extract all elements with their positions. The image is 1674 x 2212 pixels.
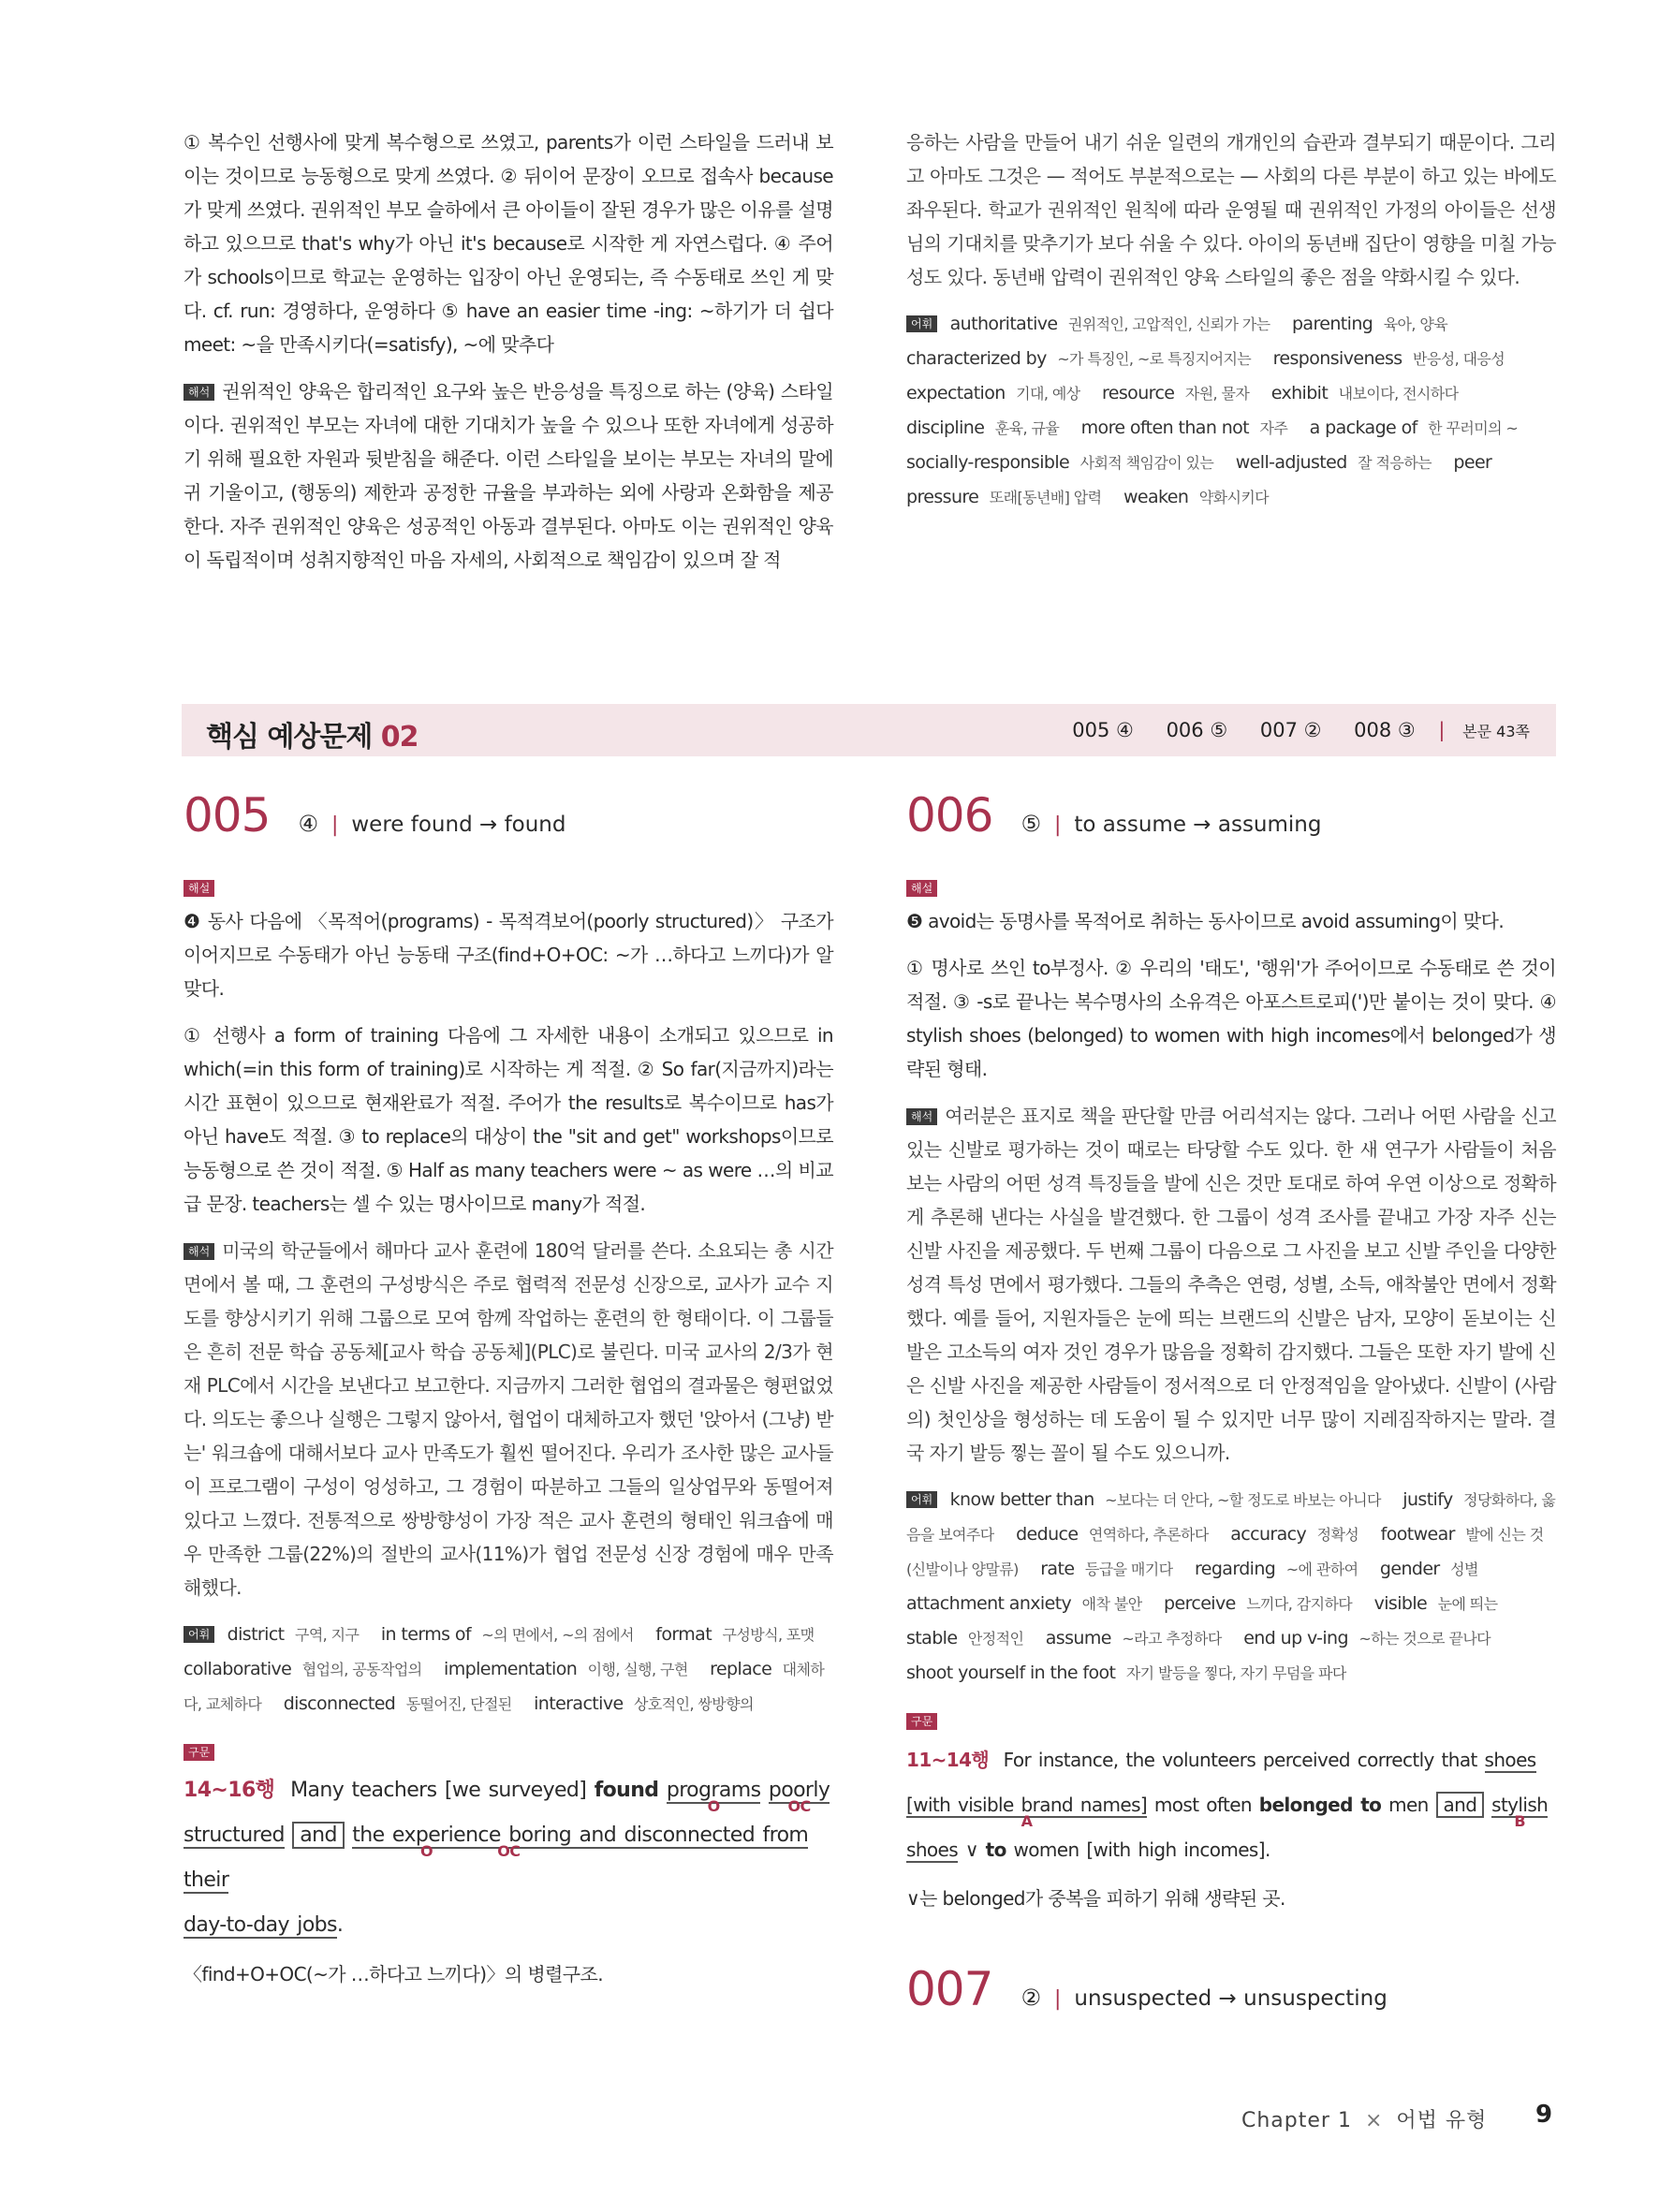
structure-note: 〈find+O+OC(~가 …하다고 느끼다)〉의 병렬구조. (184, 1963, 603, 1985)
vocab-meaning: 성별 (1450, 1560, 1478, 1578)
section-number: 02 (380, 721, 418, 754)
question-answer: ② (1021, 1985, 1041, 2011)
vocab-word: discipline (906, 417, 985, 438)
label-a: A (1021, 1812, 1033, 1830)
struct-experience: the experience (352, 1824, 501, 1847)
struct-poorly: poorly (768, 1779, 830, 1802)
explanation-main: ❹ 동사 다음에 〈목적어(programs) - 목적격보어(poorly structured)〉 구조가 이어지므로 수동태가 아닌 능동태 구조(find+O+OC: ~가 …하다고 느끼다)가 알맞다. (184, 910, 833, 1000)
struct-object (666, 1779, 761, 1815)
vocab-word: collaborative (184, 1659, 292, 1679)
explanation-main: ❺ avoid는 동명사를 목적어로 취하는 동사이므로 avoid assuming이 맞다. (906, 910, 1505, 932)
struct-programs: programs (666, 1779, 761, 1802)
explanation-options: ① 명사로 쓰인 to부정사. ② 우리의 '태도', '행위'가 주어이므로 수동태로 쓴 것이 적절. ③ -s로 끝나는 복수명사의 소유격은 아포스트로피(')만 붙이는 것이 맞다. ④ stylish shoes (belonged) to women with high incomes에서 belonged가 생략된 형태. (906, 957, 1556, 1080)
vocab-word: well-adjusted (1235, 452, 1347, 473)
vocab-word: justify (1402, 1489, 1453, 1510)
struct-badge: 구문 (184, 1744, 214, 1761)
translation-badge: 해석 (184, 384, 214, 401)
struct-belonged: belonged to (1258, 1794, 1382, 1816)
vocab-meaning: 정당화하다, 옳음을 보여주다 (906, 1491, 1556, 1544)
vocab-word: expectation (906, 383, 1006, 403)
struct-verb: found (594, 1779, 659, 1802)
translation-paragraph (184, 374, 833, 577)
struct-shoes: shoes (1484, 1749, 1536, 1771)
vocab-meaning: ~라고 추정하다 (1122, 1630, 1222, 1648)
answer-item: 005 ④ (1072, 719, 1134, 741)
vocab-meaning: 자주 (1259, 419, 1288, 437)
struct-men: men (1388, 1794, 1429, 1816)
vocab-word: replace (710, 1659, 772, 1679)
struct-complement (768, 1779, 830, 1815)
vocab-badge: 어휘 (906, 1491, 937, 1508)
struct-to: to (985, 1838, 1006, 1861)
vocab-badge: 어휘 (906, 315, 937, 332)
struct-text: Many teachers [we surveyed] (290, 1779, 587, 1802)
question-correction: to assume → assuming (1074, 813, 1322, 837)
question-006-body (906, 871, 1556, 1915)
vocab-meaning: 등급을 매기다 (1084, 1560, 1173, 1578)
question-005-body (184, 871, 833, 1991)
vocab-meaning: 정확성 (1316, 1526, 1359, 1544)
vocab-word: format (655, 1624, 712, 1645)
vocab-word: disconnected (283, 1693, 396, 1714)
label-oc: OC (787, 1797, 811, 1815)
vocab-word: stable (906, 1628, 958, 1648)
question-number: 006 (906, 788, 993, 842)
vocab-list (906, 307, 1556, 515)
explanation-options: ① 선행사 a form of training 다음에 그 자세한 내용이 소개되고 있으므로 in which(=in this form of training)로 시작하는 게 적절. ② So far(지금까지)라는 시간 표현이 있으므로 현재완료가 적절. 주어가 the results로 복수이므로 has가 아닌 have도 적절. ③ to replace의 대상이 the "sit and get" workshops이므로 능동형으로 쓴 것이 적절. ⑤ Half as many teachers were ~ as were …의 비교급 문장. teachers는 셀 수 있는 명사이므로 many가 적절. (184, 1024, 833, 1215)
question-007-header (906, 1962, 1388, 2016)
struct-and-box: and (1436, 1792, 1485, 1818)
divider: | (1053, 813, 1062, 837)
structure-analysis (906, 1737, 1556, 1872)
struct-women: women [with high incomes]. (1013, 1838, 1270, 1861)
question-correction: were found → found (351, 813, 566, 837)
label-o: O (420, 1842, 433, 1860)
translation-paragraph (906, 1099, 1556, 1470)
vocab-meaning: 구역, 지구 (294, 1626, 360, 1644)
answer-item: 008 ③ (1354, 719, 1416, 741)
vocab-meaning: 내보이다, 전시하다 (1338, 385, 1459, 403)
vocab-word: regarding (1194, 1559, 1276, 1579)
vocab-meaning: 반응성, 대응성 (1413, 350, 1505, 368)
vocab-word: accuracy (1230, 1524, 1307, 1545)
divider: | (1053, 1987, 1062, 2011)
vocab-meaning: 이행, 실행, 구현 (587, 1661, 688, 1678)
vocab-meaning: 구성방식, 포맷 (722, 1626, 815, 1644)
vocab-meaning: 느끼다, 감지하다 (1246, 1595, 1353, 1613)
vocab-list (906, 1483, 1556, 1691)
vocab-word: know better than (949, 1489, 1094, 1510)
vocab-meaning: 자기 발등을 찧다, 자기 무덤을 파다 (1125, 1664, 1346, 1682)
page-footer (1241, 2104, 1487, 2133)
vocab-meaning: 애착 불안 (1081, 1595, 1142, 1613)
struct-text: For instance, the volunteers perceived correctly that (1003, 1749, 1477, 1771)
structure-analysis: 14~16행 Many teachers [we surveyed] found programs O poorly OC structured and the experience O boring and disconnected from their OC day-to-day jobs. (184, 1779, 830, 1937)
vocab-list (184, 1618, 833, 1721)
vocab-meaning: 또래[동년배] 압력 (989, 489, 1102, 506)
vocab-word: in terms of (380, 1624, 471, 1645)
top-left-column (184, 125, 833, 590)
vocab-word: attachment anxiety (906, 1593, 1072, 1614)
struct-badge: 구문 (906, 1713, 937, 1730)
structure-note: ∨는 belonged가 중복을 피하기 위해 생략된 곳. (906, 1887, 1285, 1910)
vocab-word: exhibit (1270, 383, 1329, 403)
struct-part-b (1491, 1794, 1549, 1830)
vocab-meaning: 육아, 양육 (1383, 315, 1448, 333)
vocab-word: more often than not (1080, 417, 1250, 438)
vocab-meaning: ~가 특징인, ~로 특징지어지는 (1057, 350, 1252, 368)
page-number: 9 (1535, 2101, 1553, 2129)
vocab-word: perceive (1164, 1593, 1236, 1614)
section-header-bar (182, 704, 1556, 756)
struct-with: [with visible brand names] (906, 1794, 1148, 1816)
top-right-column (906, 125, 1556, 515)
vocab-word: weaken (1123, 487, 1189, 507)
vocab-word: shoot yourself in the foot (906, 1663, 1116, 1683)
vocab-word: deduce (1016, 1524, 1079, 1545)
explain-badge-row (184, 871, 833, 904)
explain-badge: 해설 (906, 880, 937, 897)
explain-badge: 해설 (184, 880, 214, 897)
vocab-meaning: 안정적인 (967, 1630, 1024, 1648)
vocab-word: authoritative (949, 314, 1058, 334)
struct-badge-row (184, 1735, 833, 1768)
vocab-meaning: 상호적인, 쌍방향의 (634, 1695, 754, 1713)
vocab-word: implementation (444, 1659, 578, 1679)
vocab-meaning: ~에 관하여 (1285, 1560, 1358, 1578)
translation-text: 권위적인 양육은 합리적인 요구와 높은 반응성을 특징으로 하는 (양육) 스타일이다. 권위적인 부모는 자녀에 대한 기대치가 높을 수 있으나 또한 자녀에게 성공하기 위해 필요한 자원과 뒷받침을 해준다. 이런 스타일을 보이는 부모는 자녀의 말에 귀 기울이고, (행동의) 제한과 공정한 규율을 부과하는 외에 사랑과 온화함을 제공한다. 자주 권위적인 양육은 성공적인 아동과 결부된다. 아마도 이는 권위적인 양육이 독립적이며 성취지향적인 마음 자세의, 사회적으로 책임감이 있으며 잘 적 (184, 380, 833, 571)
page-reference: 본문 43쪽 (1462, 723, 1530, 740)
divider: | (1438, 719, 1446, 741)
vocab-meaning: 한 꾸러미의 ~ (1428, 419, 1519, 437)
vocab-meaning: ~의 면에서, ~의 점에서 (481, 1626, 634, 1644)
struct-badge-row (906, 1704, 1556, 1737)
vocab-word: responsiveness (1272, 348, 1402, 369)
vocab-meaning: 협업의, 공동작업의 (301, 1661, 422, 1678)
question-005-header (184, 788, 566, 842)
chapter-title: 어법 유형 (1396, 2109, 1488, 2132)
label-oc: OC (497, 1842, 521, 1860)
vocab-word: district (227, 1624, 285, 1645)
answer-item: 006 ⑤ (1166, 719, 1228, 741)
question-correction: unsuspected → unsuspecting (1074, 1986, 1388, 2011)
label-o: O (707, 1797, 720, 1815)
translation-text: 미국의 학군들에서 해마다 교사 훈련에 180억 달러를 쓴다. 소요되는 총 시간 면에서 볼 때, 그 훈련의 구성방식은 주로 협력적 전문성 신장으로, 교사가 교수 지도를 향상시키기 위해 그룹으로 모여 함께 작업하는 훈련의 한 형태이다. 이 그룹들은 흔히 전문 학습 공동체[교사 학습 공동체](PLC)로 불린다. 미국 교사의 2/3가 현재 PLC에서 시간을 보낸다고 보고한다. 지금까지 그러한 협업의 결과물은 형편없었다. 의도는 좋으나 실행은 그렇지 않아서, 협업이 대체하고자 했던 '앉아서 (그냥) 받는' 워크숍에 대해서보다 교사 만족도가 훨씬 떨어진다. 우리가 조사한 많은 교사들이 프로그램이 구성이 엉성하고, 그 경험이 따분하고 그들의 일상업무와 동떨어져 있다고 느꼈다. 전통적으로 쌍방향성이 가장 적은 교사 훈련의 형태인 워크숍에 매우 만족한 그룹(22%)의 절반의 교사(11%)가 협업 전문성 신장 경험에 매우 만족해했다. (184, 1239, 833, 1599)
question-006-header (906, 788, 1321, 842)
question-number: 007 (906, 1962, 993, 2016)
vocab-word: end up v-ing (1243, 1628, 1348, 1648)
translation-text: 여러분은 표지로 책을 판단할 만큼 어리석지는 않다. 그러나 어떤 사람을 신고 있는 신발로 평가하는 것이 때로는 타당할 수도 있다. 한 새 연구가 사람들이 처음 보는 사람의 어떤 성격 특징들을 발에 신은 것만 토대로 하여 우연 이상으로 정확하게 추론해 낸다는 사실을 발견했다. 한 그룹이 성격 조사를 끝내고 가장 자주 신는 신발 사진을 제공했다. 두 번째 그룹이 다음으로 그 사진을 보고 신발 주인을 다양한 성격 특성 면에서 평가했다. 그들의 추측은 연령, 성별, 소득, 애착불안 면에서 정확했다. 예를 들어, 지원자들은 눈에 띄는 브랜드의 신발은 남자, 모양이 돋보이는 신발은 고소득의 여자 것인 경우가 많음을 정확히 감지했다. 그들은 또한 자기 발에 신은 신발 사진을 제공한 사람들이 정서적으로 더 안정적임을 알아냈다. 신발이 (사람의) 첫인상을 형성하는 데 도움이 될 수 있지만 너무 많이 지레짐작하지는 말라. 결국 자기 발등 찧는 꼴이 될 수도 있으니까. (906, 1105, 1556, 1464)
section-title-text: 핵심 예상문제 (206, 721, 373, 754)
struct-ellipsis-mark: ∨ (964, 1838, 978, 1861)
vocab-word: interactive (534, 1693, 624, 1714)
line-range: 14~16행 (184, 1779, 275, 1802)
translation-badge: 해석 (906, 1108, 937, 1125)
question-answer: ⑤ (1021, 811, 1041, 837)
line-range: 11~14행 (906, 1749, 990, 1771)
vocab-word: parenting (1291, 314, 1373, 334)
vocab-meaning: 눈에 띄는 (1437, 1595, 1498, 1613)
vocab-meaning: ~하는 것으로 끝나다 (1358, 1630, 1491, 1648)
vocab-meaning: 잘 적응하는 (1358, 454, 1432, 472)
vocab-word: resource (1102, 383, 1175, 403)
footer-separator: × (1364, 2109, 1384, 2132)
struct-stylish: stylish (1491, 1794, 1549, 1816)
translation-badge: 해석 (184, 1243, 214, 1260)
vocab-meaning: 기대, 예상 (1016, 385, 1080, 403)
vocab-word: a package of (1309, 417, 1417, 438)
vocab-word: peer pressure (906, 452, 1492, 507)
vocab-meaning: 훈육, 규율 (994, 419, 1060, 437)
vocab-meaning: 자원, 물자 (1184, 385, 1250, 403)
answer-key (1046, 719, 1530, 741)
vocab-meaning: 사회적 책임감이 있는 (1079, 454, 1214, 472)
vocab-word: footwear (1380, 1524, 1455, 1545)
section-title (206, 713, 418, 754)
question-number: 005 (184, 788, 271, 842)
vocab-word: assume (1045, 1628, 1111, 1648)
translation-continued: 응하는 사람을 만들어 내기 쉬운 일련의 개개인의 습관과 결부되기 때문이다. 그리고 아마도 그것은 — 적어도 부분적으로는 — 사회의 다른 부분이 하고 있는 바에도 좌우된다. 학교가 권위적인 원칙에 따라 운영될 때 권위적인 가정의 아이들은 선생님의 기대치를 맞추기가 보다 쉬울 수 있다. 아이의 동년배 집단이 영향을 미칠 가능성도 있다. 동년배 압력이 권위적인 양육 스타일의 좋은 점을 약화시킬 수 있다. (906, 131, 1556, 288)
vocab-meaning: 약화시키다 (1198, 489, 1270, 506)
divider: | (330, 813, 339, 837)
vocab-word: socially-responsible (906, 452, 1070, 473)
struct-jobs: day-to-day jobs (184, 1913, 337, 1937)
struct-most: most often (1153, 1794, 1252, 1816)
struct-shoes-2: shoes (906, 1838, 959, 1861)
chapter-label: Chapter 1 (1241, 2109, 1352, 2132)
vocab-word: rate (1040, 1559, 1075, 1579)
struct-and-box: and (292, 1822, 345, 1849)
vocab-word: characterized by (906, 348, 1047, 369)
vocab-meaning: 권위적인, 고압적인, 신뢰가 가는 (1067, 315, 1270, 333)
explanation-text: ① 복수인 선행사에 맞게 복수형으로 쓰였고, parents가 이런 스타일을 드러내 보이는 것이므로 능동형으로 맞게 쓰였다. ② 뒤이어 문장이 오므로 접속사 because가 맞게 쓰였다. 권위적인 부모 슬하에서 큰 아이들이 잘된 경우가 많은 이유를 설명하고 있으므로 that's why가 아닌 it's because로 시작한 게 자연스럽다. ④ 주어가 schools이므로 학교는 운영하는 입장이 아닌 운영되는, 즉 수동태로 쓰인 게 맞다. cf. run: 경영하다, 운영하다 ⑤ have an easier time -ing: ~하기가 더 쉽다 meet: ~을 만족시키다(=satisfy), ~에 맞추다 (184, 131, 833, 356)
vocab-meaning: 발에 신는 것(신발이나 양말류) (906, 1526, 1544, 1578)
vocab-meaning: 동떨어진, 단절된 (405, 1695, 512, 1713)
question-answer: ④ (298, 811, 318, 837)
vocab-word: gender (1379, 1559, 1440, 1579)
struct-object-2 (352, 1824, 501, 1860)
vocab-badge: 어휘 (184, 1626, 214, 1643)
answer-item: 007 ② (1259, 719, 1322, 741)
vocab-meaning: 대체하다, 교체하다 (184, 1661, 825, 1713)
explain-badge-row (906, 871, 1556, 904)
struct-boring: boring and disconnected from their (184, 1824, 809, 1892)
vocab-meaning: ~보다는 더 안다, ~할 정도로 바보는 아니다 (1105, 1491, 1381, 1509)
struct-structured: structured (184, 1824, 285, 1847)
vocab-word: visible (1373, 1593, 1428, 1614)
translation-paragraph (184, 1234, 833, 1604)
struct-part-a (906, 1794, 1148, 1830)
label-b: B (1514, 1812, 1525, 1830)
vocab-meaning: 연역하다, 추론하다 (1088, 1526, 1209, 1544)
